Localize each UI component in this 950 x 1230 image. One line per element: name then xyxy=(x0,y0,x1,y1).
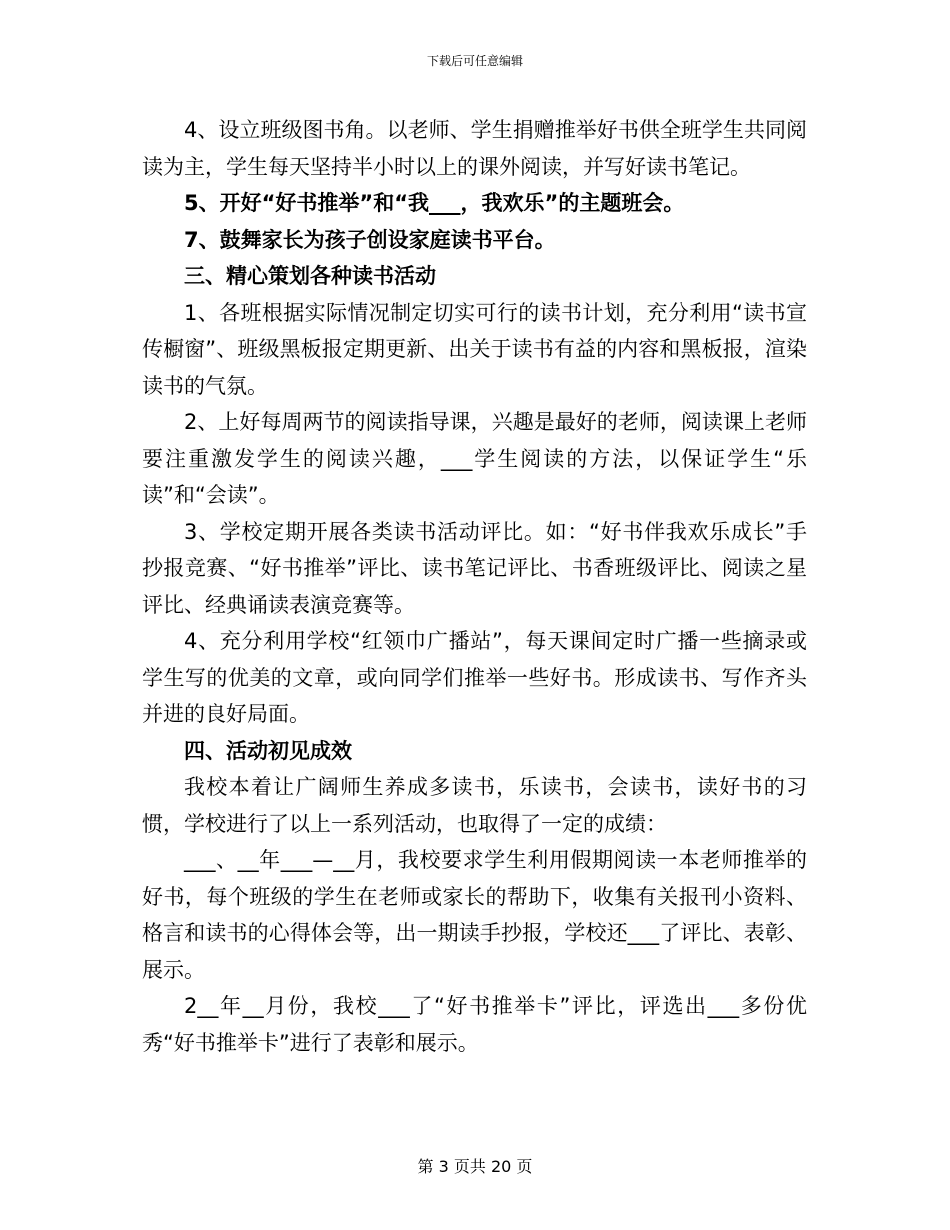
paragraph-broadcast-station: 4、充分利用学校“红领巾广播站”，每天课间定时广播一些摘录或学生写的优美的文章，或向同学们推举一些好书。形成读书、写作齐头并进的良好局面。 xyxy=(142,629,807,726)
paragraph-reading-plan: 1、各班根据实际情况制定切实可行的读书计划，充分利用“读书宣传橱窗”、班级黑板报定期更新、出关于读书有益的内容和黑板报，渲染读书的气氛。 xyxy=(142,300,807,398)
paragraph-theme-meeting: 5、开好“好书推举”和“我___，我欢乐”的主题班会。 xyxy=(184,191,685,215)
document-body xyxy=(142,112,807,1061)
paragraph-reading-class: 2、上好每周两节的阅读指导课，兴趣是最好的老师，阅读课上老师要注重激发学生的阅读兴趣，___学生阅读的方法，以保证学生“乐读”和“会读”。 xyxy=(142,410,807,507)
paragraph-holiday-reading: ___、__年___—__月，我校要求学生利用假期阅读一本老师推举的好书，每个班级的学生在老师或家长的帮助下，收集有关报刊小资料、格言和读书的心得体会等，出一期读手抄报，学校还___了评比、表彰、展示。 xyxy=(142,848,807,982)
paragraph-class-book-corner: 4、设立班级图书角。以老师、学生捐赠推举好书供全班学生共同阅读为主，学生每天坚持半小时以上的课外阅读，并写好读书笔记。 xyxy=(142,118,807,179)
page-footer: 第 3 页共 20 页 xyxy=(417,1157,533,1176)
section-heading-results: 四、活动初见成效 xyxy=(184,738,352,763)
paragraph-results-intro: 我校本着让广阔师生养成多读书，乐读书，会读书，读好书的习惯，学校进行了以上一系列活动，也取得了一定的成绩： xyxy=(142,775,807,836)
paragraph-recommend-card: 2__年__月份，我校___了“好书推举卡”评比，评选出___多份优秀“好书推举卡”进行了表彰和展示。 xyxy=(142,994,807,1055)
page-header: 下载后可任意编辑 xyxy=(426,54,523,68)
paragraph-activity-evaluation: 3、学校定期开展各类读书活动评比。如：“好书伴我欢乐成长”手抄报竞赛、“好书推举”评比、读书笔记评比、书香班级评比、阅读之星评比、经典诵读表演竞赛等。 xyxy=(142,519,807,617)
section-heading-reading-activities: 三、精心策划各种读书活动 xyxy=(184,264,436,288)
paragraph-parents-platform: 7、鼓舞家长为孩子创设家庭读书平台。 xyxy=(184,227,556,252)
